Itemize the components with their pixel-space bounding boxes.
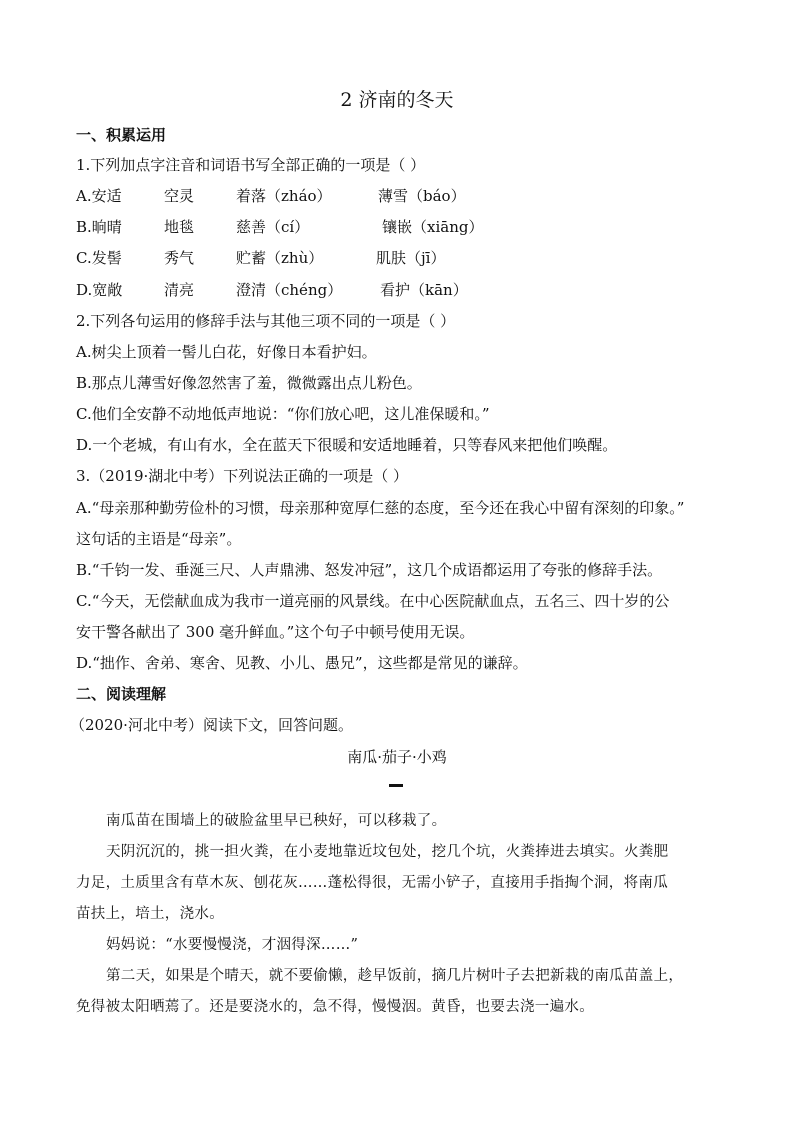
question-2-stem: 2.下列各句运用的修辞手法与其他三项不同的一项是（ ） — [76, 312, 456, 330]
passage-paragraph-2-line-1: 天阴沉沉的，挑一担火粪，在小麦地靠近坟包处，挖几个坑，火粪捧进去填实。火粪肥 — [106, 844, 669, 860]
question-3-option-a-line-1: A.“母亲那种勤劳俭朴的习惯，母亲那种宽厚仁慈的态度，至今还在我心中留有深刻的印象。” — [76, 499, 685, 517]
option-d-word-1: D.宽敞 — [76, 281, 123, 299]
option-c-word-4: 肌肤（jī） — [376, 249, 446, 267]
option-b-word-3: 慈善（cí） — [236, 218, 310, 236]
question-3-option-c-line-1: C.“今天，无偿献血成为我市一道亮丽的风景线。在中心医院献血点，五名三、四十岁的公 — [76, 592, 670, 610]
passage-paragraph-4-line-2: 免得被太阳晒蔫了。还是要浇水的，急不得，慢慢洇。黄昏，也要去浇一遍水。 — [76, 999, 594, 1015]
page-title: 2 济南的冬天 — [340, 89, 454, 111]
question-2-option-a: A.树尖上顶着一髻儿白花，好像日本看护妇。 — [76, 343, 377, 361]
passage-paragraph-2-line-2: 力足，土质里含有草木灰、刨花灰……蓬松得很，无需小铲子，直接用手指掏个洞，将南瓜 — [76, 875, 668, 891]
question-3-option-c-line-2: 安干警各献出了 300 毫升鲜血。”这个句子中顿号使用无误。 — [76, 623, 475, 641]
option-a-word-3: 着落（zháo） — [236, 187, 332, 205]
option-c-word-3: 贮蓄（zhù） — [236, 249, 324, 267]
option-c-word-2: 秀气 — [164, 249, 195, 267]
section-heading-accumulation: 一、积累运用 — [76, 126, 167, 144]
option-c-word-1: C.发髻 — [76, 249, 122, 267]
question-1-stem: 1.下列加点字注音和词语书写全部正确的一项是（ ） — [76, 156, 426, 174]
option-a-word-2: 空灵 — [164, 187, 195, 205]
passage-paragraph-1: 南瓜苗在围墙上的破脸盆里早已秧好，可以移栽了。 — [106, 813, 447, 829]
reading-intro: （2020·河北中考）阅读下文，回答问题。 — [70, 716, 353, 734]
passage-part-number — [389, 784, 403, 787]
option-d-word-2: 清亮 — [164, 281, 195, 299]
question-2-option-b: B.那点儿薄雪好像忽然害了羞，微微露出点儿粉色。 — [76, 374, 422, 392]
option-b-word-4: 镶嵌（xiāng） — [382, 218, 484, 236]
question-2-option-c: C.他们全安静不动地低声地说：“你们放心吧，这儿准保暖和。” — [76, 405, 490, 423]
question-2-option-d: D.一个老城，有山有水，全在蓝天下很暖和安适地睡着，只等春风来把他们唤醒。 — [76, 436, 618, 454]
passage-title: 南瓜·茄子·小鸡 — [347, 748, 447, 766]
question-3-option-d: D.“拙作、舍弟、寒舍、见教、小儿、愚兄”，这些都是常见的谦辞。 — [76, 654, 528, 672]
question-3-stem: 3.（2019·湖北中考）下列说法正确的一项是（ ） — [76, 467, 409, 485]
option-b-word-1: B.晌晴 — [76, 218, 122, 236]
option-a-word-4: 薄雪（báo） — [378, 187, 466, 205]
passage-paragraph-4-line-1: 第二天，如果是个晴天，就不要偷懒，趁早饭前，摘几片树叶子去把新栽的南瓜苗盖上， — [106, 968, 684, 984]
option-b-word-2: 地毯 — [164, 218, 195, 236]
question-3-option-a-line-2: 这句话的主语是“母亲”。 — [76, 530, 242, 548]
passage-paragraph-2-line-3: 苗扶上，培土，浇水。 — [76, 906, 224, 922]
question-3-option-b: B.“千钧一发、垂涎三尺、人声鼎沸、怒发冲冠”，这几个成语都运用了夸张的修辞手法。 — [76, 561, 663, 579]
passage-paragraph-3: 妈妈说：“水要慢慢浇，才洇得深……” — [106, 937, 359, 953]
option-d-word-4: 看护（kān） — [380, 281, 468, 299]
option-a-word-1: A.安适 — [76, 187, 122, 205]
option-d-word-3: 澄清（chéng） — [236, 281, 343, 299]
section-heading-reading: 二、阅读理解 — [76, 685, 167, 703]
